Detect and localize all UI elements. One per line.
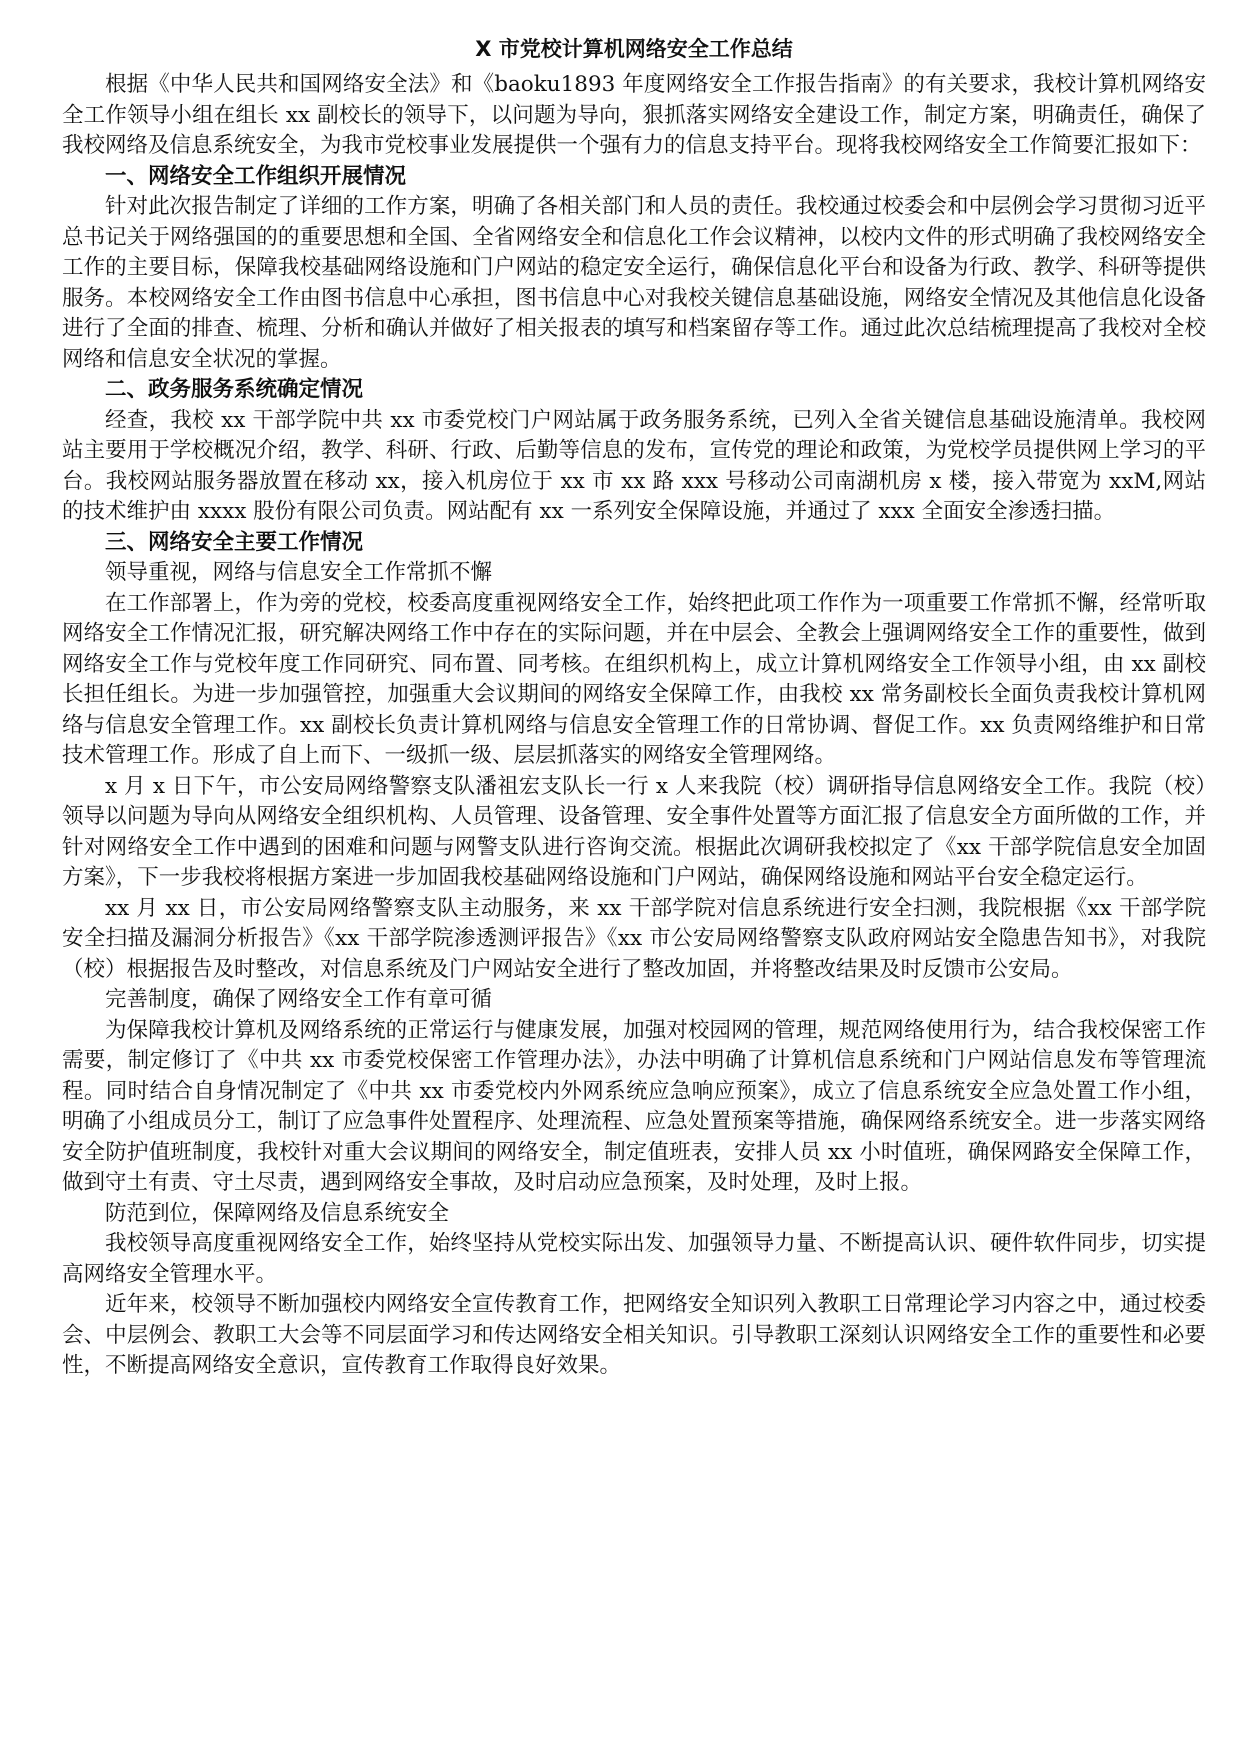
section-heading: 二、政务服务系统确定情况 (105, 377, 364, 402)
body-paragraph: 我校领导高度重视网络安全工作，始终坚持从党校实际出发、加强领导力量、不断提高认识、硬件软件同步，切实提高网络安全管理水平。 (62, 1231, 1206, 1287)
document-page (62, 30, 1206, 1382)
body-paragraph: x 月 x 日下午，市公安局网络警察支队潘祖宏支队长一行 x 人来我院（校）调研指导信息网络安全工作。我院（校）领导以问题为导向从网络安全组织机构、人员管理、设备管理、安全事件处置等方面汇报了信息安全方面所做的工作，并针对网络安全工作中遇到的困难和问题与网警支队进行咨询交流。根据此次调研我校拟定了《xx 干部学院信息安全加固方案》，下一步我校将根据方案进一步加固我校基础网络设施和门户网站，确保网络设施和网站平台安全稳定运行。 (62, 773, 1206, 890)
document-title: X 市党校计算机网络安全工作总结 (475, 37, 793, 61)
document-body (62, 70, 1206, 1382)
body-paragraph: 完善制度，确保了网络安全工作有章可循 (105, 987, 493, 1012)
body-paragraph: 在工作部署上，作为旁的党校，校委高度重视网络安全工作，始终把此项工作作为一项重要工作常抓不懈，经常听取网络安全工作情况汇报，研究解决网络工作中存在的实际问题，并在中层会、全教会上强调网络安全工作的重要性，做到网络安全工作与党校年度工作同研究、同布置、同考核。在组织机构上，成立计算机网络安全工作领导小组，由 xx 副校长担任组长。为进一步加强管控，加强重大会议期间的网络安全保障工作，由我校 xx 常务副校长全面负责我校计算机网络与信息安全管理工作。xx 副校长负责计算机网络与信息安全管理工作的日常协调、督促工作。xx 负责网络维护和日常技术管理工作。形成了自上而下、一级抓一级、层层抓落实的网络安全管理网络。 (62, 590, 1206, 768)
body-paragraph: xx 月 xx 日，市公安局网络警察支队主动服务，来 xx 干部学院对信息系统进行安全扫测，我院根据《xx 干部学院安全扫描及漏洞分析报告》《xx 干部学院渗透测评报告》《xx 市公安局网络警察支队政府网站安全隐患告知书》，对我院（校）根据报告及时整改，对信息系统及门户网站安全进行了整改加固，并将整改结果及时反馈市公安局。 (62, 895, 1206, 982)
body-paragraph: 领导重视，网络与信息安全工作常抓不懈 (105, 560, 493, 585)
body-paragraph: 针对此次报告制定了详细的工作方案，明确了各相关部门和人员的责任。我校通过校委会和中层例会学习贯彻习近平总书记关于网络强国的的重要思想和全国、全省网络安全和信息化工作会议精神，以校内文件的形式明确了我校网络安全工作的主要目标，保障我校基础网络设施和门户网站的稳定安全运行，确保信息化平台和设备为行政、教学、科研等提供服务。本校网络安全工作由图书信息中心承担，图书信息中心对我校关键信息基础设施，网络安全情况及其他信息化设备进行了全面的排查、梳理、分析和确认并做好了相关报表的填写和档案留存等工作。通过此次总结梳理提高了我校对全校网络和信息安全状况的掌握。 (62, 194, 1206, 372)
body-paragraph: 近年来，校领导不断加强校内网络安全宣传教育工作，把网络安全知识列入教职工日常理论学习内容之中，通过校委会、中层例会、教职工大会等不同层面学习和传达网络安全相关知识。引导教职工深刻认识网络安全工作的重要性和必要性，不断提高网络安全意识，宣传教育工作取得良好效果。 (62, 1292, 1206, 1378)
body-paragraph: 为保障我校计算机及网络系统的正常运行与健康发展，加强对校园网的管理，规范网络使用行为，结合我校保密工作需要，制定修订了《中共 xx 市委党校保密工作管理办法》，办法中明确了计算机信息系统和门户网站信息发布等管理流程。同时结合自身情况制定了《中共 xx 市委党校内外网系统应急响应预案》，成立了信息系统安全应急处置工作小组，明确了小组成员分工，制订了应急事件处置程序、处理流程、应急处置预案等措施，确保网络系统安全。进一步落实网络安全防护值班制度，我校针对重大会议期间的网络安全，制定值班表，安排人员 xx 小时值班，确保网路安全保障工作，做到守土有责、守土尽责，遇到网络安全事故，及时启动应急预案，及时处理，及时上报。 (62, 1017, 1206, 1195)
body-paragraph: 经查，我校 xx 干部学院中共 xx 市委党校门户网站属于政务服务系统，已列入全省关键信息基础设施清单。我校网站主要用于学校概况介绍，教学、科研、行政、后勤等信息的发布，宣传党的理论和政策，为党校学员提供网上学习的平台。我校网站服务器放置在移动 xx，接入机房位于 xx 市 xx 路 xxx 号移动公司南湖机房 x 楼，接入带宽为 xxM,网站的技术维护由 xxxx 股份有限公司负责。网站配有 xx 一系列安全保障设施，并通过了 xxx 全面安全渗透扫描。 (62, 407, 1206, 524)
body-paragraph: 根据《中华人民共和国网络安全法》和《baoku1893 年度网络安全工作报告指南》的有关要求，我校计算机网络安全工作领导小组在组长 xx 副校长的领导下，以问题为导向，狠抓落实网络安全建设工作，制定方案，明确责任，确保了我校网络及信息系统安全，为我市党校事业发展提供一个强有力的信息支持平台。现将我校网络安全工作简要汇报如下： (62, 72, 1206, 158)
section-heading: 一、网络安全工作组织开展情况 (105, 163, 407, 189)
section-heading: 三、网络安全主要工作情况 (105, 529, 364, 555)
body-paragraph: 防范到位，保障网络及信息系统安全 (105, 1200, 450, 1226)
